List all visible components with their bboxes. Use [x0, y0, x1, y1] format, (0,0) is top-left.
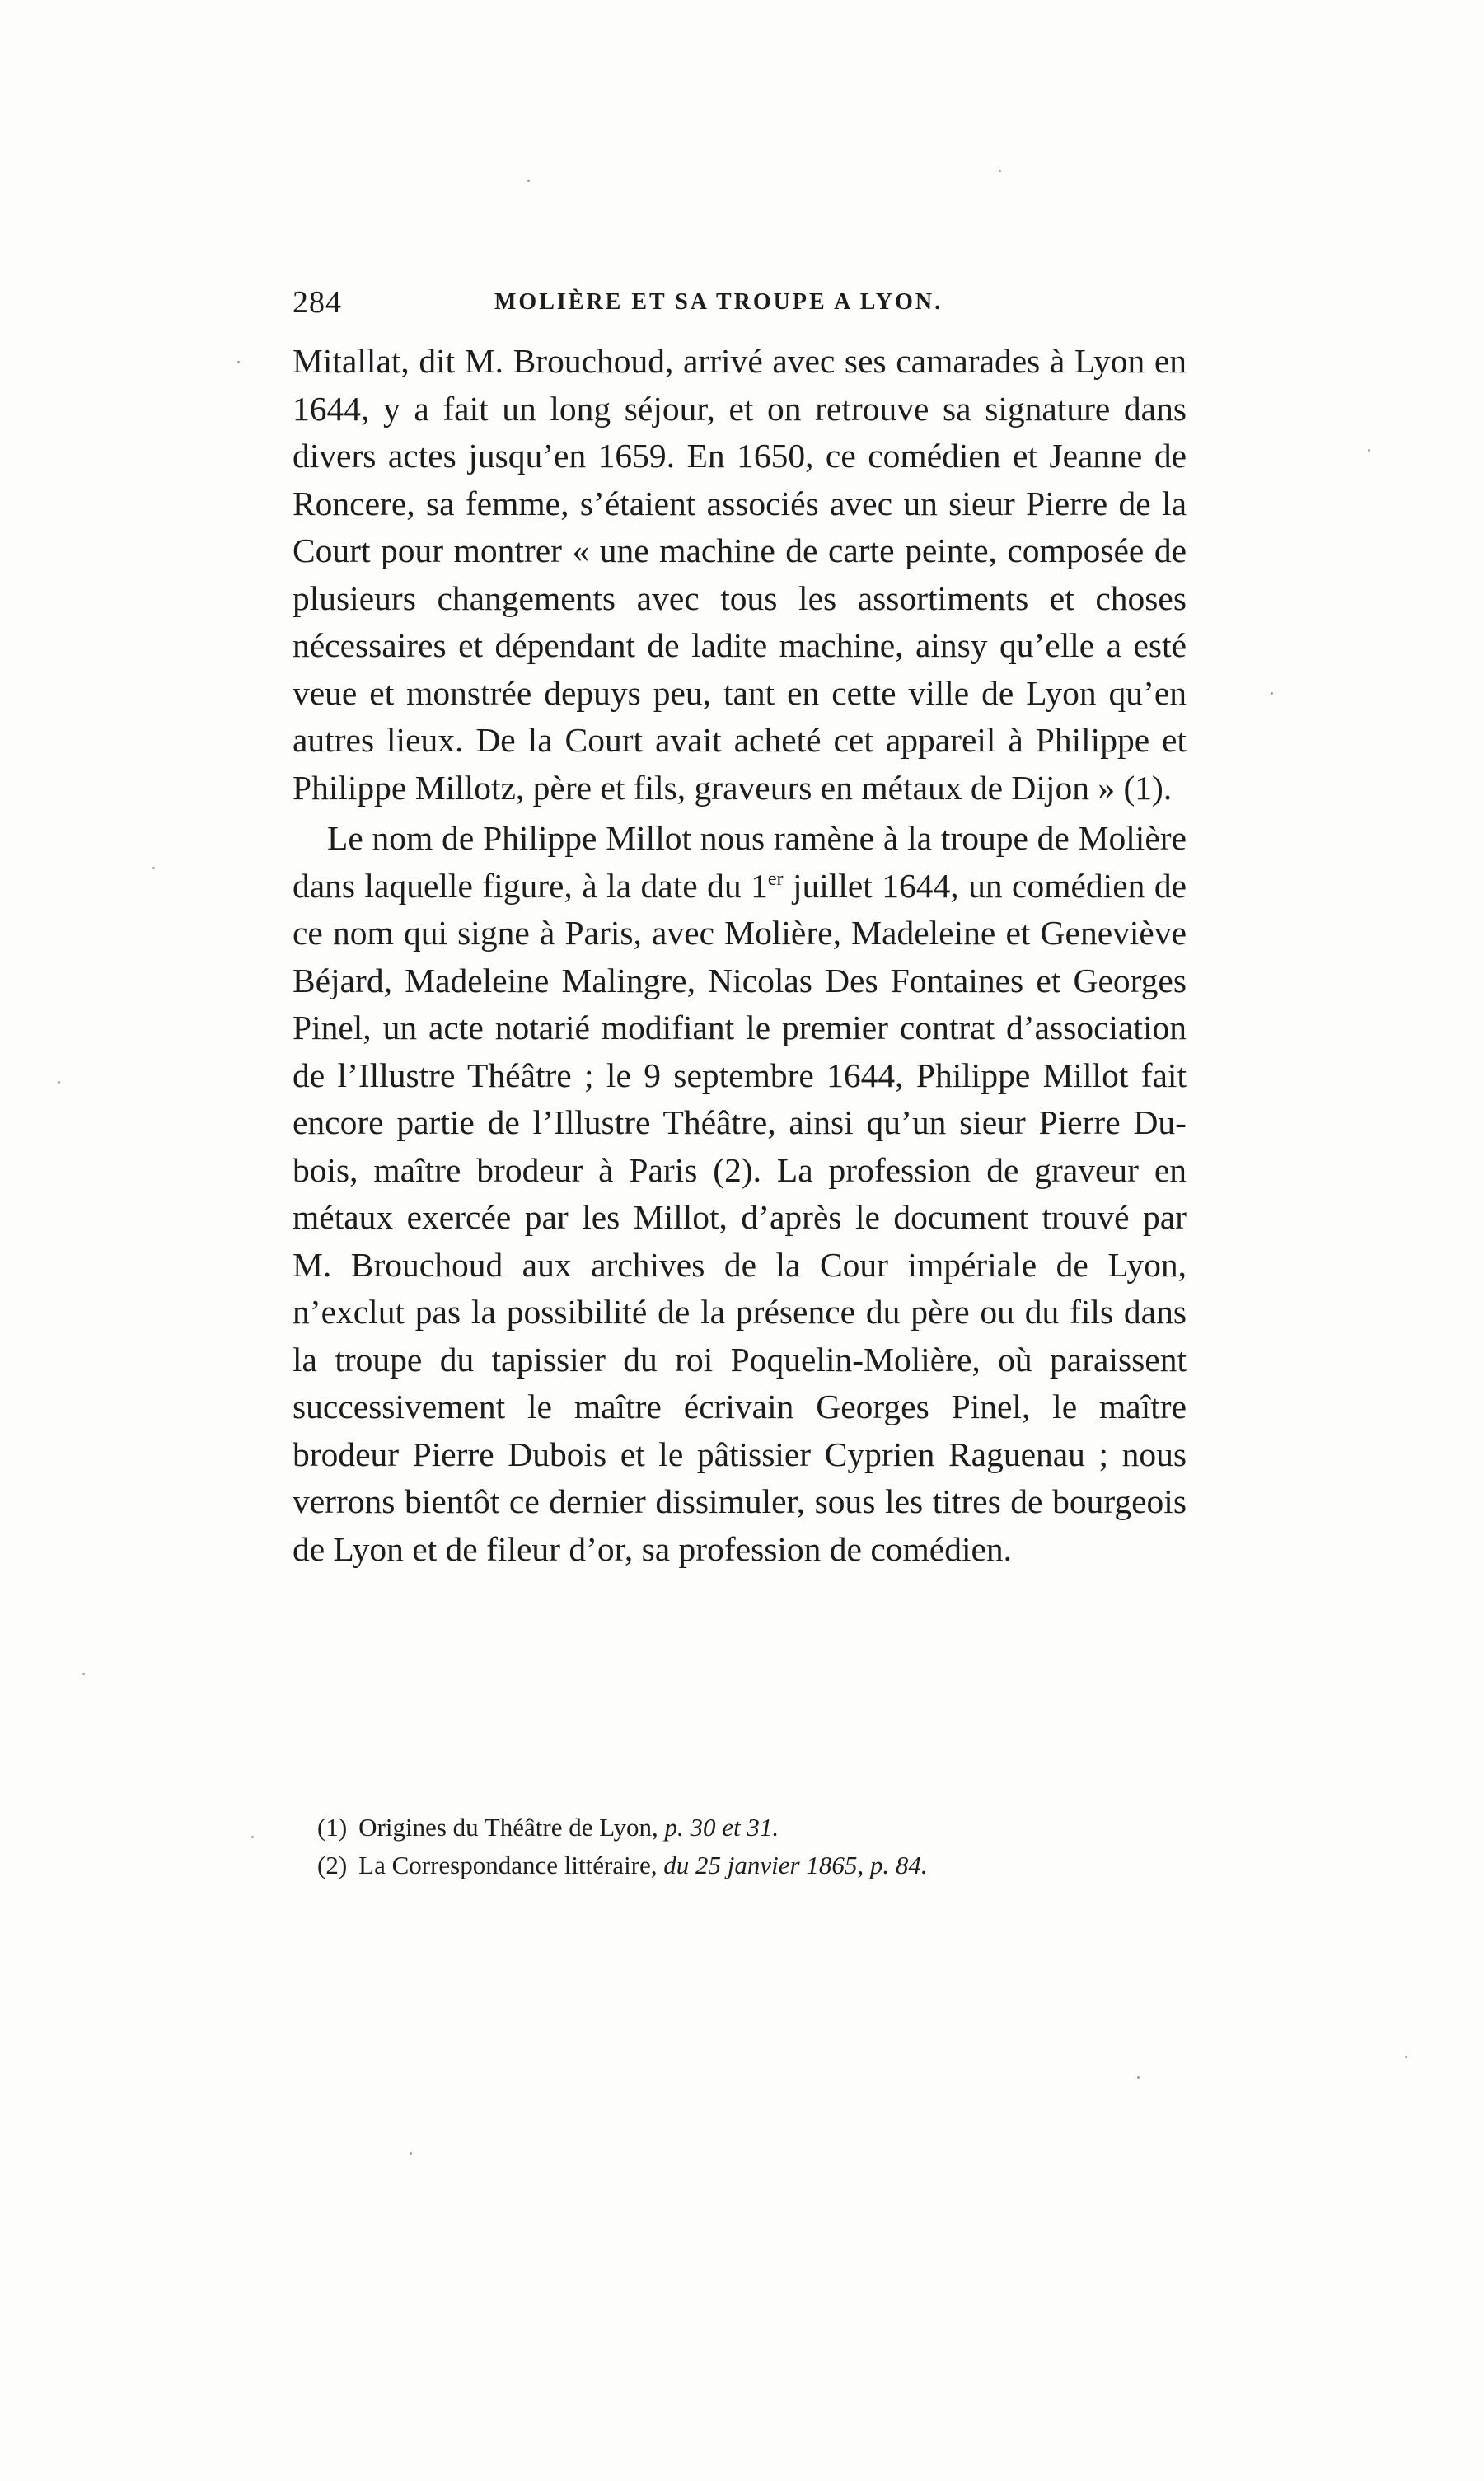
scan-speck — [1405, 2056, 1407, 2058]
ordinal-superscript: er — [767, 868, 784, 890]
footnote — [317, 1809, 1187, 1847]
paragraph-text: juillet 1644, un comédien de ce nom qui signe à Paris, avec Molière, Madeleine et Geneviève Béjard, Madeleine Malingre, Nicolas Des Fontaines et Georges Pinel, un acte notarié modifiant le premier contrat d’association de l’Illustre Théâtre ; le 9 septembre 1644, Philippe Millot fait encore partie de l’Illustre Théâtre, ainsi qu’un sieur Pierre Dubois, maître brodeur à Paris (2). La profession de graveur en métaux exercée par les Millot, d’après le document trouvé par M. Brouchoud aux archives de la Cour impériale de Lyon, n’exclut pas la possibilité de la présence du père ou du fils dans la troupe du tapissier du roi Poquelin-Molière, où paraissent successivement le maître écrivain Georges Pinel, le maître brodeur Pierre Dubois et le pâtissier Cyprien Raguenau ; nous verrons bientôt ce dernier dissimuler, sous les titres de bourgeois de Lyon et de fileur d’or, sa profession de comédien. — [293, 866, 1187, 1568]
scan-speck — [999, 170, 1001, 172]
scan-speck — [251, 1836, 254, 1838]
scan-speck — [1137, 2076, 1140, 2079]
scan-speck — [410, 2152, 412, 2155]
scan-speck — [1368, 449, 1370, 452]
running-title: MOLIÈRE ET SA TROUPE A LYON. — [494, 289, 943, 315]
running-head — [293, 284, 1187, 325]
page-number: 284 — [293, 285, 342, 320]
scan-speck — [237, 361, 240, 363]
footnote-citation: p. 30 et 31. — [664, 1813, 779, 1842]
scan-speck — [1271, 692, 1273, 695]
footnote-citation: du 25 janvier 1865, p. 84. — [663, 1851, 928, 1879]
scan-speck — [82, 1673, 85, 1675]
footnotes — [317, 1809, 1187, 1884]
footnote-number: (1) — [317, 1813, 348, 1842]
paragraph — [293, 815, 1187, 1573]
footnote-text: La Correspondance littéraire, — [358, 1851, 658, 1879]
scan-speck — [152, 867, 155, 869]
footnote-number: (2) — [317, 1851, 348, 1879]
paragraph-text: Le nom de Philippe Millot nous ramène à la troupe de Molière dans laquelle figure, à la date du 1 — [293, 819, 1187, 905]
scan-speck — [58, 1081, 60, 1084]
paragraph-continued: Mitallat, dit M. Brouchoud, arrivé avec ses camarades à Lyon en 1644, y a fait un long séjour, et on retrouve sa signature dans divers actes jusqu’en 1659. En 1650, ce comédien et Jeanne de Roncere, sa femme, s’étaient associés avec un sieur Pierre de la Court pour montrer « une machine de carte peinte, composée de plusieurs changements avec tous les assortiments et choses nécessaires et dépendant de ladite machine, ainsy qu’elle a esté veue et monstrée depuys peu, tant en cette ville de Lyon qu’en autres lieux. De la Court avait acheté cet appareil à Philippe et Philippe Millotz, père et fils, graveurs en métaux de Dijon » (1). — [293, 342, 1187, 807]
footnote — [317, 1847, 1187, 1884]
footnote-text: Origines du Théâtre de Lyon, — [358, 1813, 658, 1842]
body-text — [293, 338, 1187, 1573]
scan-speck — [527, 180, 530, 182]
